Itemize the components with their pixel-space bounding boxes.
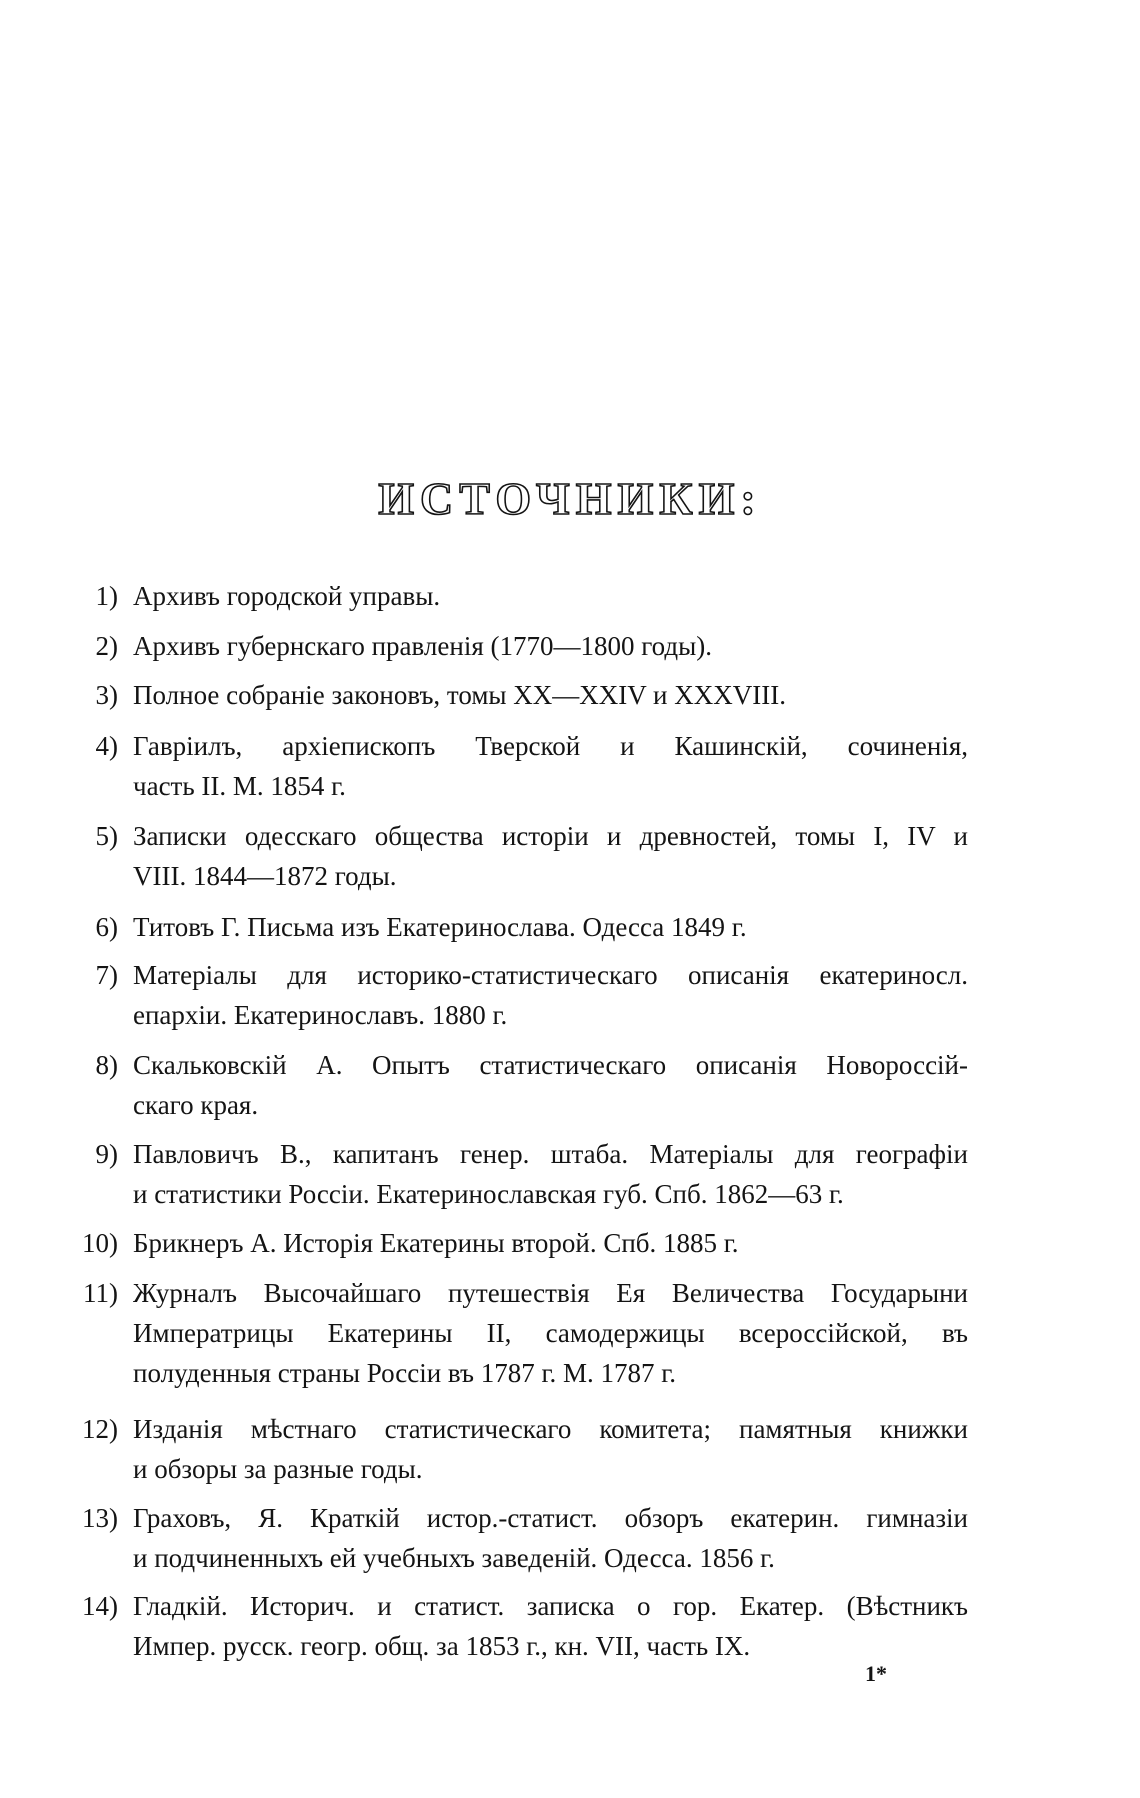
source-number: 3) [95,680,118,710]
source-number: 1) [95,581,118,611]
source-number: 2) [95,631,118,661]
source-number: 6) [95,912,118,942]
source-text-line: Скальковскій А. Опытъ статистическаго описанія Новороссій- [133,1050,968,1080]
source-text-line: епархіи. Екатеринославъ. 1880 г. [133,1000,508,1030]
source-text-line: Матеріалы для историко-статистическаго описанія екатериносл. [133,960,968,990]
source-text-line: Журналъ Высочайшаго путешествія Ея Величества Государыни [133,1278,968,1308]
source-number: 7) [95,960,118,990]
source-number: 14) [82,1591,118,1621]
source-text-line: Импер. русск. геогр. общ. за 1853 г., кн. VII, часть IX. [133,1631,751,1661]
source-text-line: Гладкій. Историч. и статист. записка о гор. Екатер. (Вѣстникъ [133,1591,968,1621]
source-number: 10) [82,1228,118,1258]
source-text-line: Архивъ губернскаго правленія (1770—1800 годы). [133,631,712,661]
page-heading: ИСТОЧНИКИ: [378,473,762,524]
source-text-line: VIII. 1844—1872 годы. [133,861,397,891]
source-number: 11) [83,1278,118,1308]
source-text-line: и обзоры за разные годы. [133,1454,423,1484]
source-text-line: Титовъ Г. Письма изъ Екатеринослава. Одесса 1849 г. [133,912,747,942]
source-text-line: Изданія мѣстнаго статистическаго комитета; памятныя книжки [133,1414,968,1444]
source-text-line: Записки одесскаго общества исторіи и древностей, томы I, IV и [133,821,968,851]
source-text-line: Гавріилъ, архіепископъ Тверской и Кашинскій, сочиненія, [133,731,968,761]
source-number: 5) [95,821,118,851]
page-folio: 1* [865,1661,887,1686]
source-text-line: и статистики Россіи. Екатеринославская губ. Спб. 1862—63 г. [133,1179,844,1209]
source-text-line: и подчиненныхъ ей учебныхъ заведеній. Одесса. 1856 г. [133,1543,775,1573]
source-number: 9) [95,1139,118,1169]
source-text-line: Архивъ городской управы. [133,581,441,611]
source-text-line: полуденныя страны Россіи въ 1787 г. М. 1787 г. [133,1358,677,1388]
source-text-line: часть II. М. 1854 г. [133,771,346,801]
source-text-line: Граховъ, Я. Краткій истор.-статист. обзоръ екатерин. гимназіи [133,1503,968,1533]
source-text-line: Павловичъ В., капитанъ генер. штаба. Матеріалы для географіи [133,1139,968,1169]
source-text-line: скаго края. [133,1090,259,1120]
source-text-line: Брикнеръ А. Исторія Екатерины второй. Спб. 1885 г. [133,1228,739,1258]
source-number: 12) [82,1414,118,1444]
source-text-line: Императрицы Екатерины II, самодержицы всероссійской, въ [133,1318,968,1348]
source-text-line: Полное собраніе законовъ, томы XX—XXIV и XXXVIII. [133,680,786,710]
source-number: 8) [95,1050,118,1080]
source-number: 13) [82,1503,118,1533]
source-number: 4) [95,731,118,761]
